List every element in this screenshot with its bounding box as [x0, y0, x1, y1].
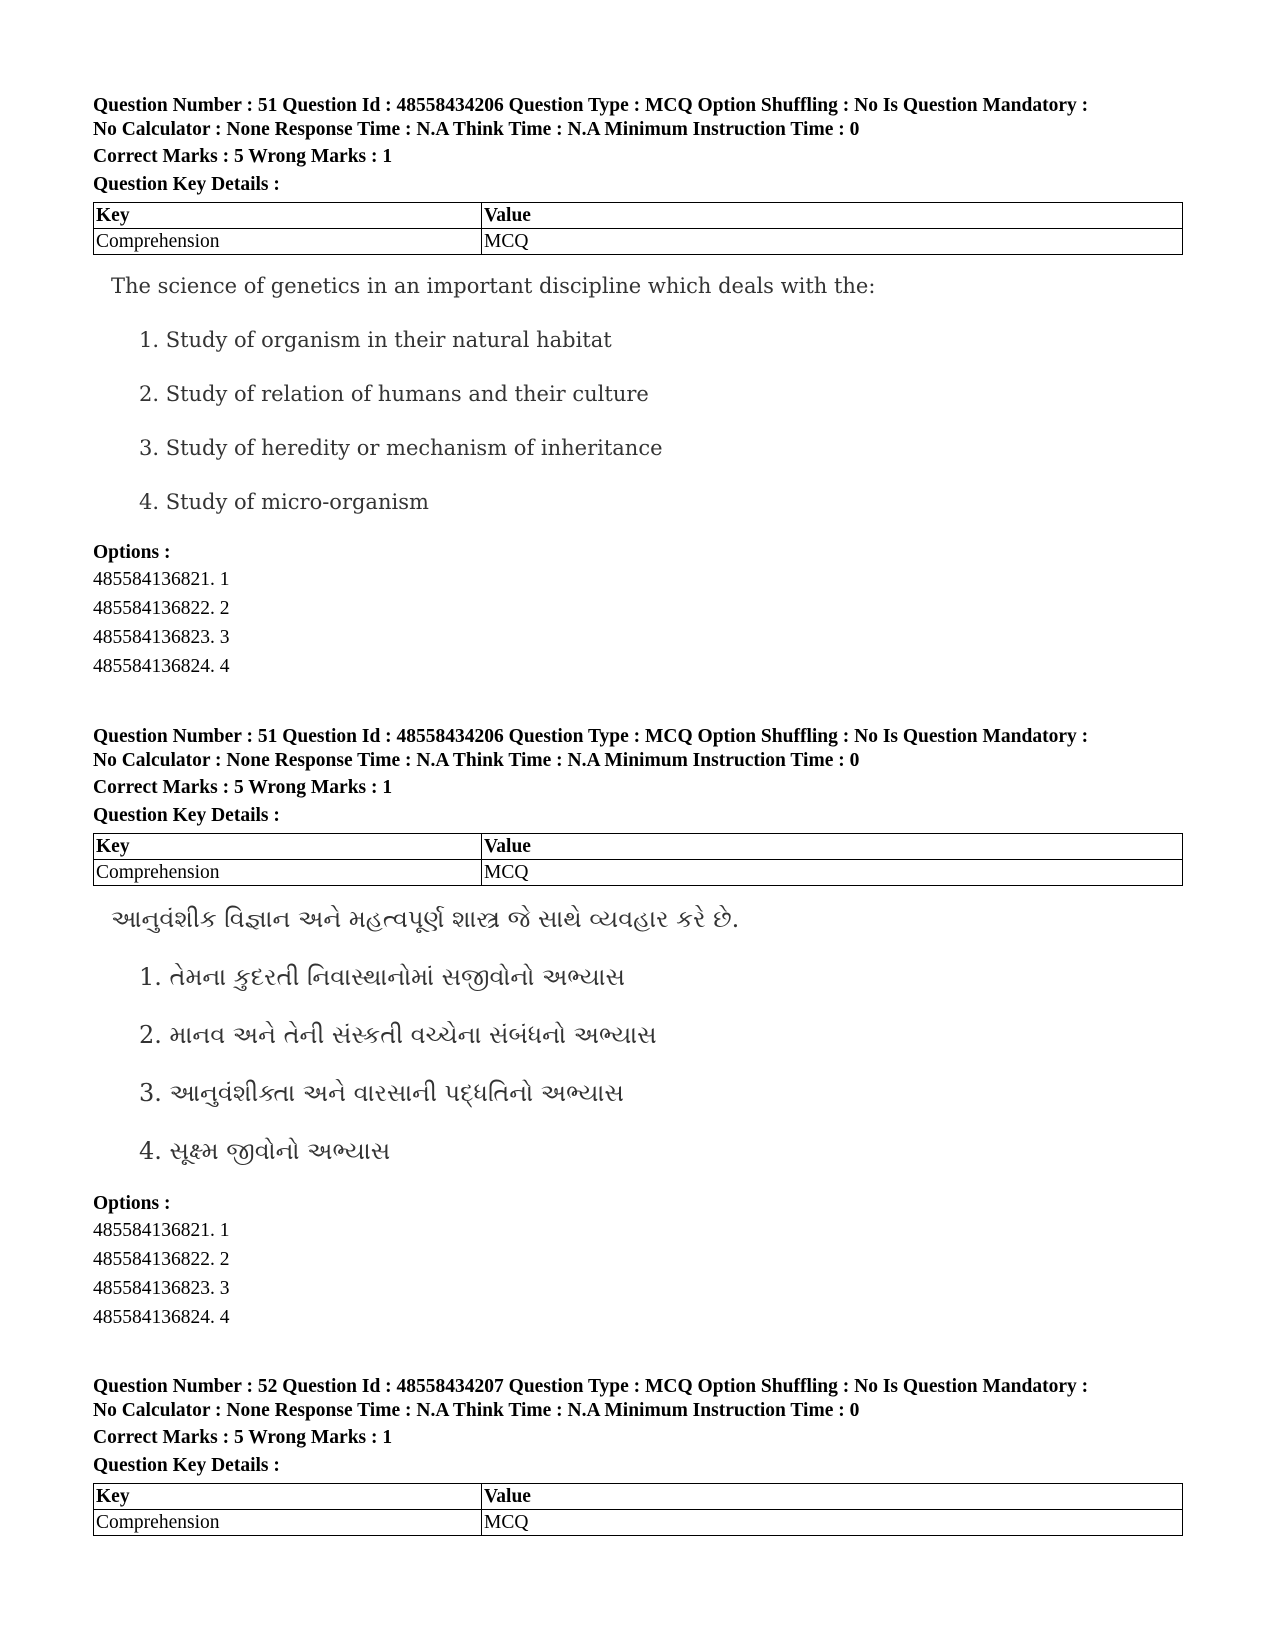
table-row: [94, 229, 1183, 255]
value-cell: MCQ: [482, 860, 1183, 886]
meta-line-1: Question Number : 51 Question Id : 48558434206 Question Type : MCQ Option Shuffling : No Is Question Mandatory :: [93, 95, 1089, 116]
marks-line: Correct Marks : 5 Wrong Marks : 1: [93, 777, 393, 798]
value-header-cell: Value: [482, 203, 1183, 229]
block-spacer: [93, 1332, 1183, 1375]
key-value-table: [93, 833, 1183, 886]
marks-line: Correct Marks : 5 Wrong Marks : 1: [93, 146, 393, 167]
question-image: [111, 271, 1183, 517]
choice-2: 2. Study of relation of humans and their culture: [139, 382, 649, 406]
option-item: 485584136823. 3: [93, 627, 230, 648]
key-cell: Comprehension: [94, 860, 482, 886]
option-item: 485584136822. 2: [93, 1249, 230, 1270]
choice-3: 3. Study of heredity or mechanism of inheritance: [139, 436, 663, 460]
value-cell: MCQ: [482, 229, 1183, 255]
table-header-row: [94, 834, 1183, 860]
meta-line-2: No Calculator : None Response Time : N.A Think Time : N.A Minimum Instruction Time : 0: [93, 118, 860, 140]
table-row: [94, 860, 1183, 886]
question-block-2: [93, 725, 1183, 1332]
question-stem: The science of genetics in an important discipline which deals with the:: [111, 274, 876, 298]
question-stem: આનુવંશીક વિજ્ઞાન અને મહત્વપૂર્ણ શાસ્ત્ર જે સાથે વ્યવહાર કરે છે.: [111, 905, 740, 933]
option-item: 485584136823. 3: [93, 1278, 230, 1299]
question-image: [111, 902, 1183, 1168]
value-header-cell: Value: [482, 834, 1183, 860]
table-row: [94, 1510, 1183, 1536]
table-header-row: [94, 203, 1183, 229]
key-value-table: [93, 202, 1183, 255]
document-page: [93, 94, 1183, 1536]
marks-line: Correct Marks : 5 Wrong Marks : 1: [93, 1427, 393, 1448]
key-details-label: Question Key Details :: [93, 1455, 280, 1476]
options-label: Options :: [93, 1193, 171, 1214]
key-details-label: Question Key Details :: [93, 805, 280, 826]
meta-line-1: Question Number : 51 Question Id : 48558434206 Question Type : MCQ Option Shuffling : No Is Question Mandatory :: [93, 726, 1089, 747]
key-cell: Comprehension: [94, 1510, 482, 1536]
option-item: 485584136821. 1: [93, 569, 230, 590]
choice-1: 1. Study of organism in their natural habitat: [139, 328, 612, 352]
choice-4: 4. સૂક્ષ્મ જીવોનો અભ્યાસ: [139, 1137, 391, 1165]
option-item: 485584136822. 2: [93, 598, 230, 619]
question-block-3: [93, 1375, 1183, 1536]
question-meta: [93, 725, 1183, 772]
table-header-row: [94, 1484, 1183, 1510]
option-item: 485584136821. 1: [93, 1220, 230, 1241]
meta-line-2: No Calculator : None Response Time : N.A Think Time : N.A Minimum Instruction Time : 0: [93, 1399, 860, 1421]
choice-4: 4. Study of micro-organism: [139, 490, 429, 514]
meta-line-1: Question Number : 52 Question Id : 48558434207 Question Type : MCQ Option Shuffling : No Is Question Mandatory :: [93, 1376, 1089, 1397]
choice-2: 2. માનવ અને તેની સંસ્કતી વચ્ચેના સંબંધનો અભ્યાસ: [139, 1021, 657, 1049]
key-header-cell: Key: [94, 203, 482, 229]
key-header-cell: Key: [94, 1484, 482, 1510]
key-header-cell: Key: [94, 834, 482, 860]
key-cell: Comprehension: [94, 229, 482, 255]
choice-3: 3. આનુવંશીક્તા અને વારસાની પદ્ધતિનો અભ્યાસ: [139, 1079, 624, 1107]
question-block-1: [93, 94, 1183, 681]
options-label: Options :: [93, 542, 171, 563]
meta-line-2: No Calculator : None Response Time : N.A Think Time : N.A Minimum Instruction Time : 0: [93, 749, 860, 771]
key-value-table: [93, 1483, 1183, 1536]
option-item: 485584136824. 4: [93, 656, 230, 677]
value-header-cell: Value: [482, 1484, 1183, 1510]
choice-1: 1. તેમના કુદરતી નિવાસ્થાનોમાં સજીવોનો અભ્યાસ: [139, 963, 625, 991]
key-details-label: Question Key Details :: [93, 174, 280, 195]
block-spacer: [93, 681, 1183, 725]
question-meta: [93, 94, 1183, 141]
value-cell: MCQ: [482, 1510, 1183, 1536]
question-meta: [93, 1375, 1183, 1422]
option-item: 485584136824. 4: [93, 1307, 230, 1328]
